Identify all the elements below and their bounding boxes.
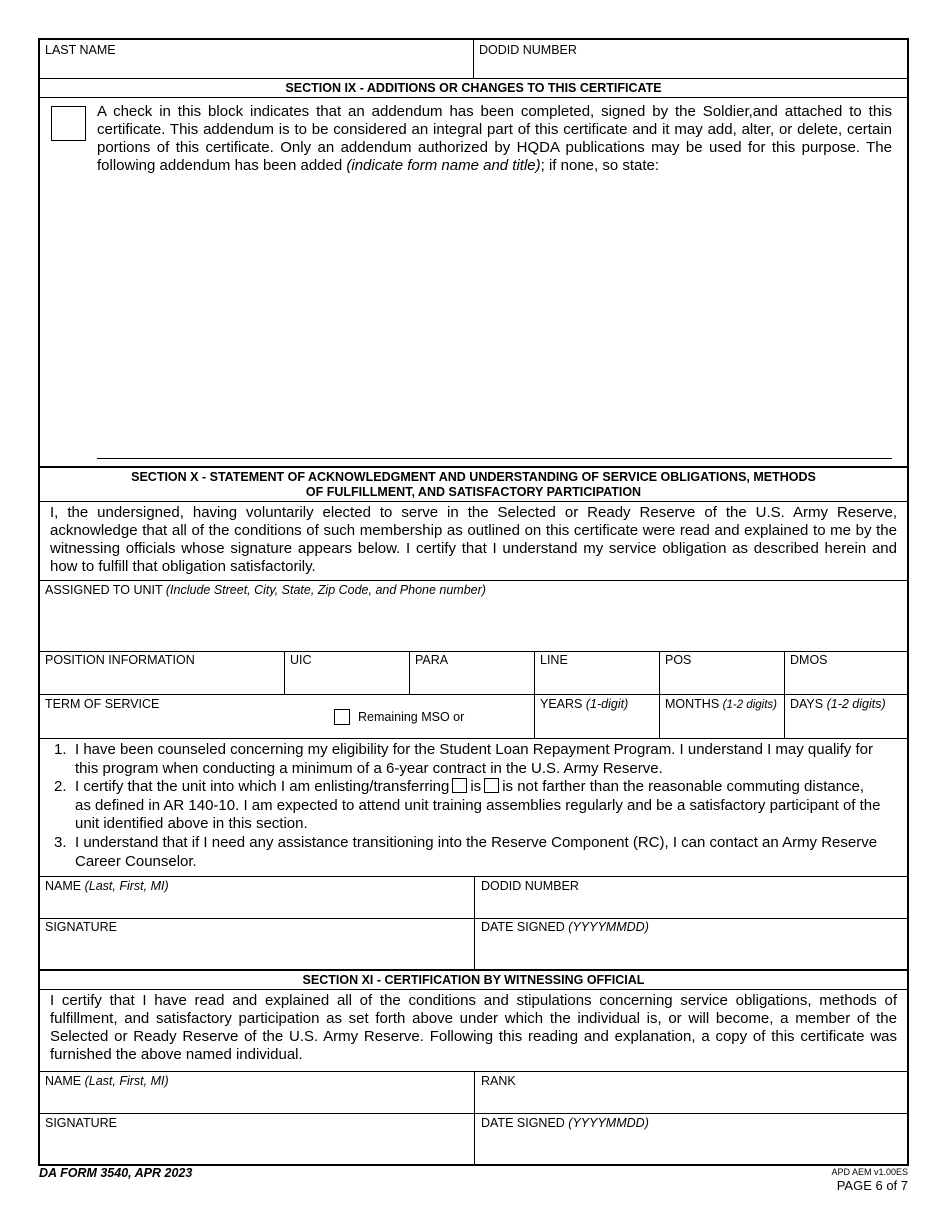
name-label-text: NAME — [45, 1074, 82, 1088]
commute-is-not-checkbox[interactable] — [484, 778, 499, 793]
page-number: PAGE 6 of 7 — [836, 1178, 908, 1193]
form-version: APD AEM v1.00ES — [831, 1167, 908, 1177]
pos-label: POS — [665, 653, 692, 667]
item-text: I certify that the unit into which I am enlisting/transferring — [75, 778, 450, 796]
official-date-field[interactable] — [475, 1114, 907, 1164]
assigned-unit-label-text: ASSIGNED TO UNIT — [45, 583, 163, 597]
months-field[interactable] — [660, 695, 784, 738]
dmos-field[interactable] — [785, 652, 907, 694]
divider — [40, 466, 907, 468]
section-9-title: SECTION IX - ADDITIONS OR CHANGES TO THIS CERTIFICATE — [285, 81, 662, 95]
line-label: LINE — [540, 653, 568, 667]
soldier-signature-label: SIGNATURE — [45, 920, 117, 934]
assigned-unit-hint: (Include Street, City, State, Zip Code, and Phone number) — [165, 583, 486, 597]
date-label-text: DATE SIGNED — [481, 920, 565, 934]
divider — [40, 501, 907, 502]
uic-label: UIC — [290, 653, 312, 667]
item-number: 2. — [54, 778, 67, 796]
name-hint: (Last, First, MI) — [84, 879, 169, 893]
section-10-statement: I, the undersigned, having voluntarily elected to serve in the Selected or Ready Reserve of the U.S. Army Reserve, acknowledge that all of the conditions of such membership as outlined on this certificate were read and explained to me by the witnessing officials whose signature appears below. I certify that I understand my service obligation as described herein and how to fulfill that obligation satisfactorily. — [50, 504, 897, 575]
date-hint: (YYYYMMDD) — [568, 920, 649, 934]
section-9-text-part: A check in this block indicates that an addendum has been completed, signed by the Soldier,and attached to this certificate. This addendum is to be considered an integral part of this certificate and it may add, alter, or delete, certain portions of this certificate. Only an addendum authorized by HQDA publications may be used for this purpose. The following addendum has been added — [97, 103, 892, 174]
days-hint: (1-2 digits) — [826, 697, 886, 711]
pos-field[interactable] — [660, 652, 784, 694]
para-field[interactable] — [410, 652, 534, 694]
dodid-field[interactable] — [474, 40, 907, 78]
item-text: I understand that if I need any assistance transitioning into the Reserve Component (RC), I can contact an Army Reserve Career Counselor. — [75, 833, 878, 870]
divider — [40, 969, 907, 971]
official-signature-label: SIGNATURE — [45, 1116, 117, 1130]
name-hint: (Last, First, MI) — [84, 1074, 169, 1088]
commute-is-checkbox[interactable] — [452, 778, 467, 793]
position-info-label: POSITION INFORMATION — [45, 653, 195, 667]
assigned-unit-field[interactable] — [40, 581, 907, 651]
uic-field[interactable] — [285, 652, 409, 694]
section-9-text — [97, 103, 892, 175]
remaining-mso-label: Remaining MSO or — [358, 710, 465, 724]
list-item — [54, 741, 884, 778]
soldier-dodid-label: DODID NUMBER — [481, 879, 579, 893]
para-label: PARA — [415, 653, 449, 667]
addendum-checkbox[interactable] — [51, 106, 86, 141]
soldier-dodid-field[interactable] — [475, 877, 907, 918]
last-name-field[interactable] — [40, 40, 473, 78]
months-label-text: MONTHS — [665, 697, 720, 711]
section-9-text-italic: (indicate form name and title) — [346, 157, 541, 174]
soldier-name-field[interactable] — [40, 877, 474, 918]
line-field[interactable] — [535, 652, 659, 694]
months-hint: (1-2 digits) — [722, 699, 777, 711]
date-label-text: DATE SIGNED — [481, 1116, 565, 1130]
divider — [40, 738, 907, 739]
list-item — [54, 834, 884, 871]
section-9-text-end: ; if none, so state: — [540, 157, 660, 174]
soldier-signature-field[interactable] — [40, 919, 474, 969]
addendum-input-area[interactable] — [97, 180, 892, 458]
divider — [40, 97, 907, 98]
official-rank-label: RANK — [481, 1074, 516, 1088]
addendum-underline — [97, 458, 892, 459]
official-signature-field[interactable] — [40, 1114, 474, 1164]
form-page — [38, 38, 909, 1166]
name-label-text: NAME — [45, 879, 82, 893]
date-hint: (YYYYMMDD) — [568, 1116, 649, 1130]
term-of-service-label: TERM OF SERVICE — [45, 697, 160, 711]
item-text: is not farther than the reasonable commuting distance, as defined in AR 140-10. I am expected to attend unit training assemblies regularly and be a satisfactory participant of the unit identified above in this section. — [75, 778, 881, 833]
dodid-label: DODID NUMBER — [479, 43, 577, 57]
years-label-text: YEARS — [540, 697, 583, 711]
soldier-date-field[interactable] — [475, 919, 907, 969]
divider — [40, 989, 907, 990]
official-rank-field[interactable] — [475, 1072, 907, 1113]
item-text: I have been counseled concerning my eligibility for the Student Loan Repayment Program. I understand I may qualify for this program when conducting a minimum of a 6-year contract in the U.S. Army Reserve. — [75, 741, 873, 777]
days-label-text: DAYS — [790, 697, 824, 711]
section-11-title: SECTION XI - CERTIFICATION BY WITNESSING OFFICIAL — [302, 973, 645, 987]
acknowledgment-list — [54, 741, 884, 871]
section-10-title-line1: SECTION X - STATEMENT OF ACKNOWLEDGMENT AND UNDERSTANDING OF SERVICE OBLIGATIONS, METHODS — [131, 470, 816, 484]
section-10-title-line2: OF FULFILLMENT, AND SATISFACTORY PARTICIPATION — [305, 485, 642, 499]
form-identifier: DA FORM 3540, APR 2023 — [39, 1166, 193, 1180]
remaining-mso-checkbox[interactable] — [334, 709, 350, 725]
official-name-field[interactable] — [40, 1072, 474, 1113]
last-name-label: LAST NAME — [45, 43, 116, 57]
section-11-statement: I certify that I have read and explained all of the conditions and stipulations concerning service obligations, methods of fulfillment, and satisfactory participation as set forth above under which the individual is, or will become, a member of the Selected or Ready Reserve of the U.S. Army Reserve. Following this reading and explanation, a copy of this certificate was furnished the above named individual. — [50, 992, 897, 1063]
years-field[interactable] — [535, 695, 659, 738]
divider — [40, 78, 907, 79]
days-field[interactable] — [785, 695, 907, 738]
item-text: is — [470, 778, 482, 796]
item-number: 3. — [54, 833, 67, 851]
dmos-label: DMOS — [790, 653, 828, 667]
years-hint: (1-digit) — [585, 697, 629, 711]
list-item — [54, 778, 884, 834]
item-number: 1. — [54, 741, 67, 758]
